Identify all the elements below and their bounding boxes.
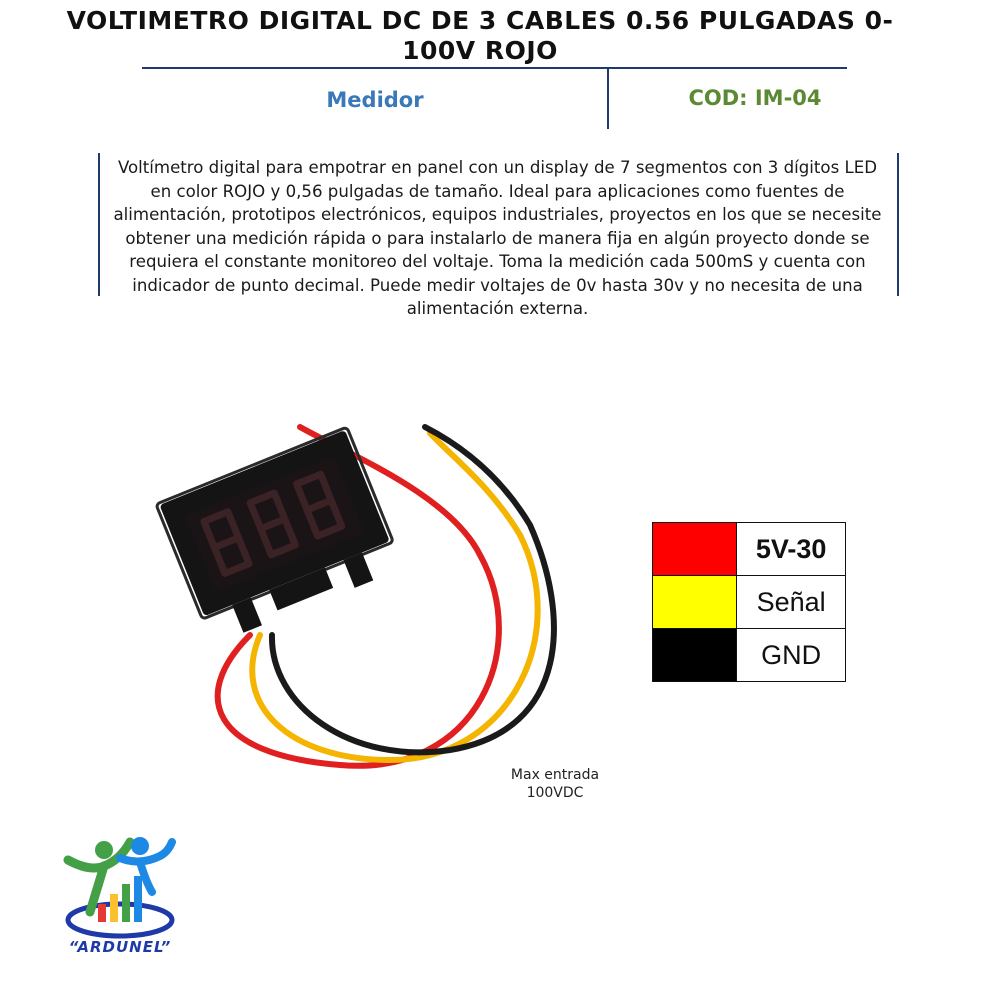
product-code: COD: IM-04 [688, 86, 822, 110]
signal-label: Señal [737, 576, 846, 629]
description-right-bar [897, 153, 899, 296]
header-separator [607, 69, 609, 129]
wiring-legend [652, 522, 846, 682]
wiring-row-power [653, 523, 846, 576]
ground-swatch [653, 629, 737, 682]
description-left-bar [98, 153, 100, 296]
header-divider [142, 67, 847, 69]
max-input-note [480, 766, 630, 802]
max-input-line2: 100VDC [526, 785, 584, 801]
logo-wordmark: “ARDUNEL” [68, 938, 172, 956]
max-input-line1: Max entrada [510, 767, 600, 783]
product-photo [150, 415, 610, 785]
page-title: VOLTIMETRO DIGITAL DC DE 3 CABLES 0.56 PULGADAS 0-100V ROJO [66, 6, 894, 65]
product-description: Voltímetro digital para empotrar en panel con un display de 7 segmentos con 3 dígitos LED en color ROJO y 0,56 pulgadas de tamaño. Ideal para aplicaciones como fuentes de alimentación, prototipos electrónicos, equipos industriales, proyectos en los que se necesite obtener una medición rápida o para instalarlo de manera fija en algún proyecto donde se requiera el constante monitoreo del voltaje. Toma la medición cada 500mS y cuenta con indicador de punto decimal. Puede medir voltajes de 0v hasta 30v y no necesita de una alimentación externa. [113, 158, 882, 318]
wiring-row-signal [653, 576, 846, 629]
power-swatch [653, 523, 737, 576]
ground-label: GND [737, 629, 846, 682]
wiring-row-ground [653, 629, 846, 682]
signal-swatch [653, 576, 737, 629]
power-label: 5V-30 [737, 523, 846, 576]
category-label: Medidor [326, 88, 424, 112]
